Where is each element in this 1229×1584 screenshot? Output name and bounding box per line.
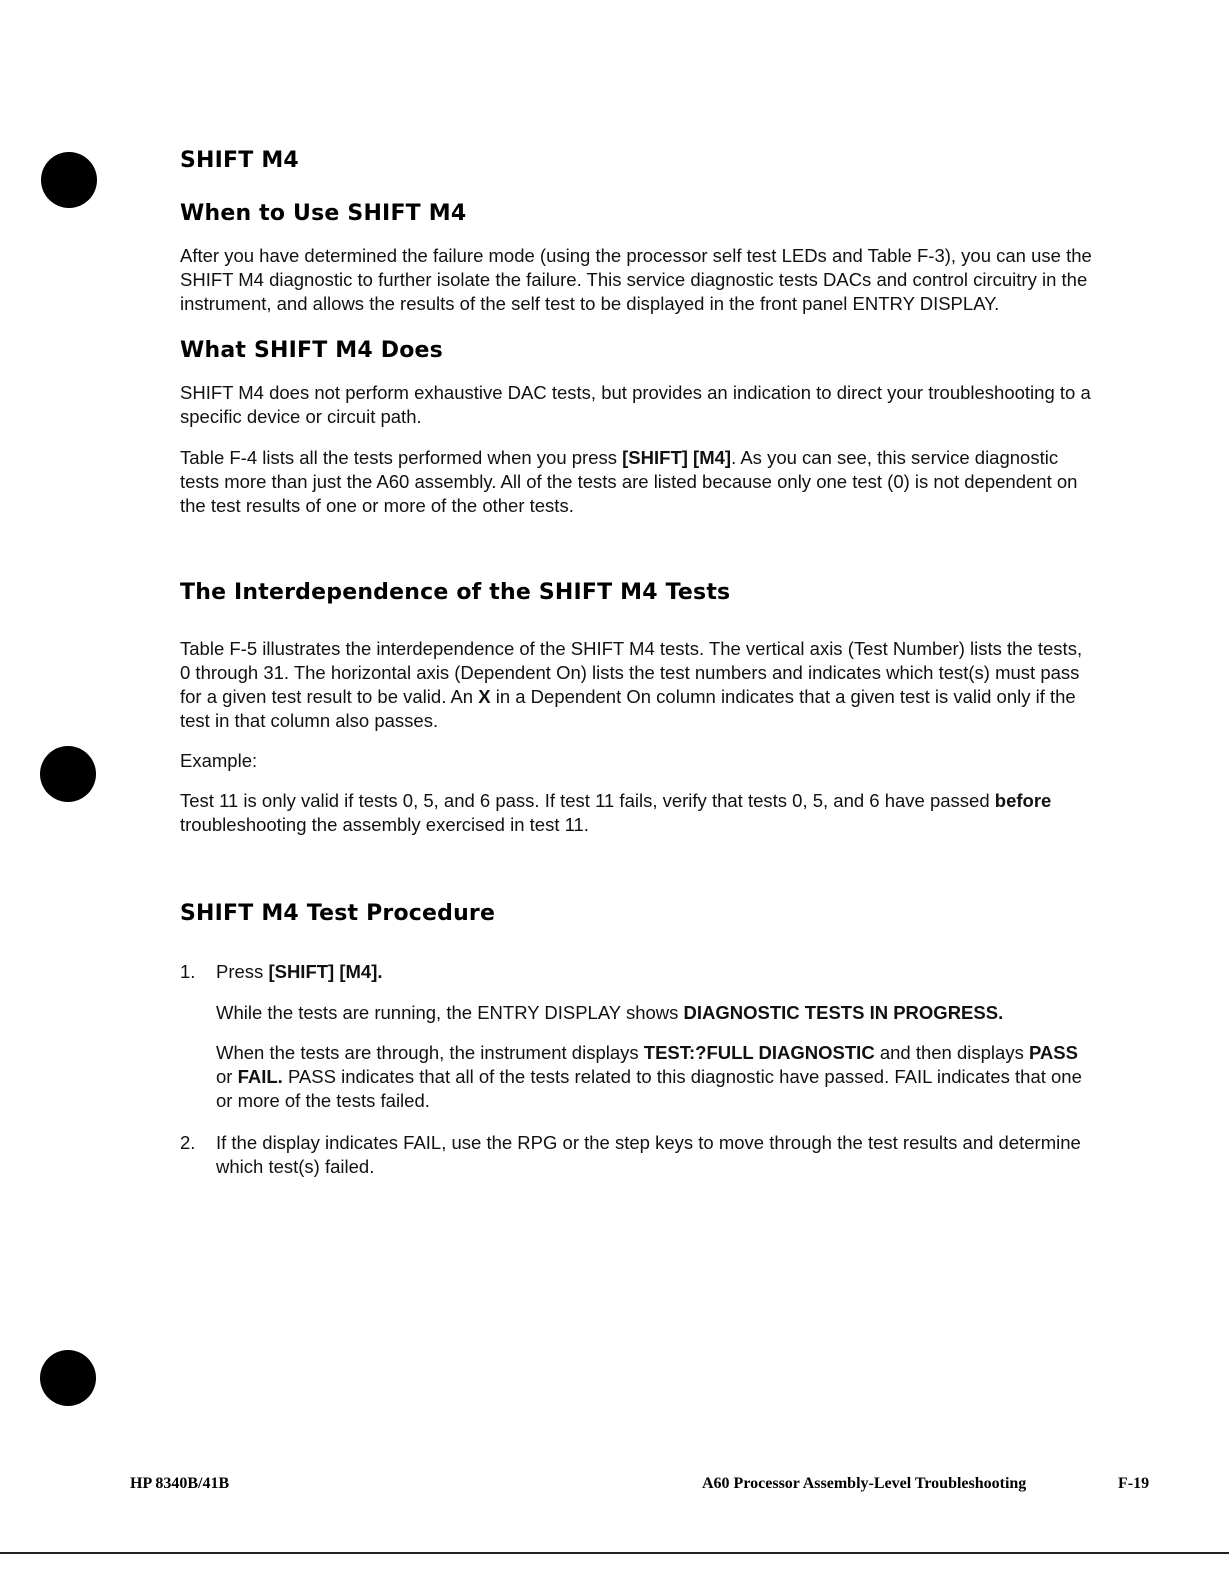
step-number: 2. xyxy=(180,1132,196,1153)
binder-hole-top xyxy=(41,152,97,208)
heading-what-it-does: What SHIFT M4 Does xyxy=(180,338,443,363)
section-title: SHIFT M4 xyxy=(180,148,299,173)
heading-when-to-use: When to Use SHIFT M4 xyxy=(180,201,467,226)
procedure-step-2 xyxy=(180,1131,1095,1179)
paragraph-what-it-does-2: Table F-4 lists all the tests performed when you press [SHIFT] [M4]. As you can see, this service diagnostic tests more than just the A60 assembly. All of the tests are listed because only one test (0) is not dependent on the test results of one or more of the other tests. xyxy=(180,447,1078,516)
heading-procedure: SHIFT M4 Test Procedure xyxy=(180,901,496,926)
paragraph-when-to-use: After you have determined the failure mode (using the processor self test LEDs and Table F-3), you can use the SHIFT M4 diagnostic to further isolate the failure. This service diagnostic tests DACs and control circuitry in the instrument, and allows the results of the self test to be displayed in the front panel ENTRY DISPLAY. xyxy=(180,245,1092,314)
key-sequence: [SHIFT] [M4] xyxy=(622,447,732,468)
step-1-detail-2: When the tests are through, the instrument displays TEST:?FULL DIAGNOSTIC and then displays PASS or FAIL. PASS indicates that all of the tests related to this diagnostic have passed. FAIL indicates that one or more of the tests failed. xyxy=(216,1042,1082,1111)
step-1-instruction: Press [SHIFT] [M4]. xyxy=(216,961,383,982)
page-content xyxy=(180,148,1095,1179)
footer-page-number: F-19 xyxy=(1118,1475,1150,1492)
paragraph-example: Test 11 is only valid if tests 0, 5, and 6 pass. If test 11 fails, verify that tests 0, 5, and 6 have passed before troubleshooting the assembly exercised in test 11. xyxy=(180,790,1052,835)
heading-interdependence: The Interdependence of the SHIFT M4 Tests xyxy=(180,580,731,605)
footer-manual-id: HP 8340B/41B xyxy=(130,1475,230,1492)
footer-rule xyxy=(0,1552,1229,1554)
example-label: Example: xyxy=(180,750,258,771)
paragraph-interdependence: Table F-5 illustrates the interdependence of the SHIFT M4 tests. The vertical axis (Test Number) lists the tests, 0 through 31. The horizontal axis (Dependent On) lists the test numbers and indicates which test(s) must pass for a given test result to be valid. An X in a Dependent On column indicates that a given test is valid only if the test in that column also passes. xyxy=(180,638,1083,731)
footer-chapter-title: A60 Processor Assembly-Level Troubleshooting xyxy=(702,1475,1027,1492)
binder-hole-middle xyxy=(40,746,96,802)
procedure-step-1 xyxy=(180,960,1095,1113)
step-number: 1. xyxy=(180,961,196,982)
step-2-text: If the display indicates FAIL, use the RPG or the step keys to move through the test results and determine which test(s) failed. xyxy=(216,1132,1081,1177)
paragraph-what-it-does-1: SHIFT M4 does not perform exhaustive DAC tests, but provides an indication to direct your troubleshooting to a specific device or circuit path. xyxy=(180,382,1091,427)
binder-hole-bottom xyxy=(40,1350,96,1406)
step-1-detail-1: While the tests are running, the ENTRY DISPLAY shows DIAGNOSTIC TESTS IN PROGRESS. xyxy=(216,1002,1004,1023)
